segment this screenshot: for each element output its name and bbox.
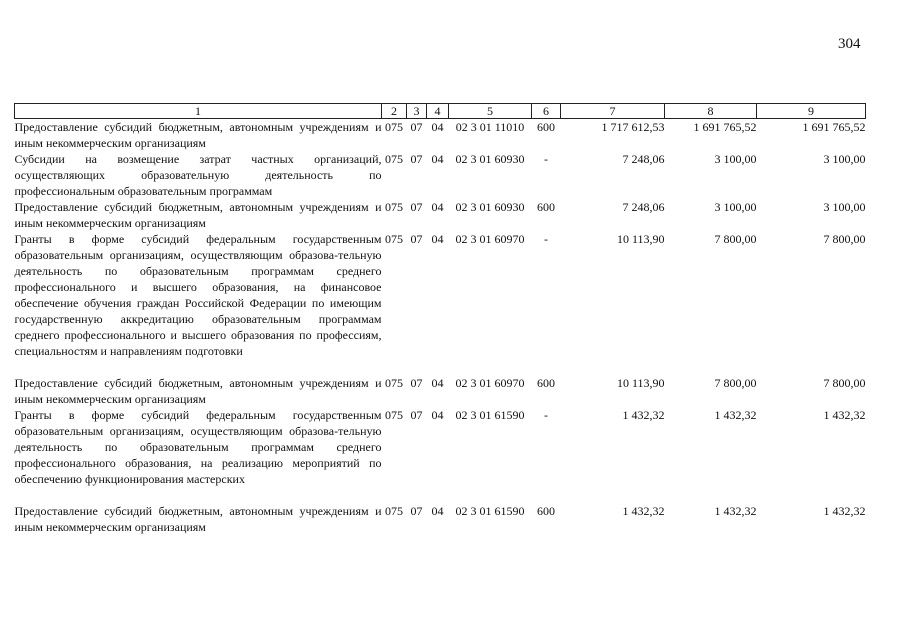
row-code-ministry: 075	[385, 376, 403, 390]
row-code-ministry: 075	[385, 120, 403, 134]
row-code-expense-type: -	[544, 232, 548, 246]
column-header-8: 8	[665, 104, 757, 119]
row-code-subsection: 04	[431, 376, 444, 390]
table-row	[15, 407, 866, 487]
table-header	[15, 104, 866, 119]
row-amount-col9: 3 100,00	[823, 152, 866, 166]
page-number: 304	[838, 36, 861, 52]
row-amount-col7: 1 432,32	[622, 504, 665, 518]
table-body	[15, 119, 866, 536]
column-header-9: 9	[757, 104, 866, 119]
row-description: Предоставление субсидий бюджетным, автономным учреждениям и иным некоммерческим организациям	[14, 504, 382, 534]
column-header-5: 5	[449, 104, 532, 119]
row-code-expense-type: 600	[537, 376, 555, 390]
row-amount-col8: 1 691 765,52	[693, 120, 757, 134]
table-row	[15, 151, 866, 199]
table-row	[15, 231, 866, 359]
row-code-subsection: 04	[431, 408, 444, 422]
table-row	[15, 503, 866, 535]
row-code-expense-type: -	[544, 408, 548, 422]
row-amount-col9: 7 800,00	[823, 232, 866, 246]
column-header-2: 2	[382, 104, 407, 119]
row-code-section: 07	[410, 232, 423, 246]
column-header-1: 1	[15, 104, 382, 119]
row-description: Субсидии на возмещение затрат частных организаций, осуществляющих образовательную деятельность по профессиональным образовательным программам	[14, 152, 382, 198]
row-amount-col8: 3 100,00	[714, 200, 757, 214]
row-code-section: 07	[410, 408, 423, 422]
row-code-subsection: 04	[431, 152, 444, 166]
row-code-expense-type: -	[544, 152, 548, 166]
row-amount-col8: 1 432,32	[714, 408, 757, 422]
row-code-expense-type: 600	[537, 504, 555, 518]
row-amount-col8: 7 800,00	[714, 232, 757, 246]
row-code-ministry: 075	[385, 232, 403, 246]
row-code-ministry: 075	[385, 152, 403, 166]
row-amount-col9: 1 432,32	[823, 408, 866, 422]
row-amount-col9: 1 432,32	[823, 504, 866, 518]
table-row	[15, 375, 866, 407]
row-code-target: 02 3 01 60930	[455, 200, 525, 214]
row-code-expense-type: 600	[537, 120, 555, 134]
row-code-target: 02 3 01 60930	[455, 152, 525, 166]
header-row	[15, 104, 866, 119]
row-description: Предоставление субсидий бюджетным, автономным учреждениям и иным некоммерческим организациям	[14, 376, 382, 406]
column-header-6: 6	[532, 104, 561, 119]
row-amount-col7: 1 717 612,53	[601, 120, 665, 134]
row-amount-col8: 1 432,32	[714, 504, 757, 518]
row-code-subsection: 04	[431, 232, 444, 246]
column-header-3: 3	[407, 104, 427, 119]
row-code-ministry: 075	[385, 504, 403, 518]
row-code-target: 02 3 01 61590	[455, 504, 525, 518]
row-code-target: 02 3 01 60970	[455, 232, 525, 246]
row-amount-col9: 3 100,00	[823, 200, 866, 214]
row-amount-col7: 7 248,06	[622, 200, 665, 214]
row-code-section: 07	[410, 376, 423, 390]
row-code-ministry: 075	[385, 200, 403, 214]
table-row	[15, 119, 866, 152]
row-spacer	[15, 487, 866, 503]
column-header-4: 4	[427, 104, 449, 119]
row-code-target: 02 3 01 11010	[455, 120, 525, 134]
row-amount-col8: 7 800,00	[714, 376, 757, 390]
budget-table	[14, 103, 866, 535]
table-row	[15, 199, 866, 231]
row-code-subsection: 04	[431, 504, 444, 518]
column-header-7: 7	[561, 104, 665, 119]
row-code-subsection: 04	[431, 120, 444, 134]
row-code-section: 07	[410, 152, 423, 166]
row-spacer-cell	[15, 359, 866, 375]
row-code-section: 07	[410, 200, 423, 214]
row-amount-col7: 10 113,90	[616, 232, 665, 246]
row-spacer-cell	[15, 487, 866, 503]
row-description: Предоставление субсидий бюджетным, автономным учреждениям и иным некоммерческим организациям	[14, 120, 382, 150]
row-code-section: 07	[410, 504, 423, 518]
row-spacer	[15, 359, 866, 375]
row-code-expense-type: 600	[537, 200, 555, 214]
row-code-ministry: 075	[385, 408, 403, 422]
row-code-target: 02 3 01 61590	[455, 408, 525, 422]
row-amount-col9: 1 691 765,52	[802, 120, 866, 134]
row-amount-col7: 7 248,06	[622, 152, 665, 166]
row-description: Гранты в форме субсидий федеральным государственным образовательным организациям, осуществляющим образова-тельную деятельность по образовательным программам среднего профессионального образования, на реализацию мероприятий по обеспечению функционирования мастерских	[14, 408, 382, 486]
row-amount-col7: 1 432,32	[622, 408, 665, 422]
row-amount-col7: 10 113,90	[616, 376, 665, 390]
row-description: Предоставление субсидий бюджетным, автономным учреждениям и иным некоммерческим организациям	[14, 200, 382, 230]
row-amount-col8: 3 100,00	[714, 152, 757, 166]
row-amount-col9: 7 800,00	[823, 376, 866, 390]
row-code-target: 02 3 01 60970	[455, 376, 525, 390]
row-code-section: 07	[410, 120, 423, 134]
row-description: Гранты в форме субсидий федеральным государственным образовательным организациям, осуществляющим образова-тельную деятельность по образовательным программам среднего профессионального и высшего образования, на финансовое обеспечение обучения граждан Российской Федерации по имеющим государственную аккредитацию образовательным программам среднего профессионального и высшего образования по профессиям, специальностям и направлениям подготовки	[14, 232, 382, 358]
row-code-subsection: 04	[431, 200, 444, 214]
